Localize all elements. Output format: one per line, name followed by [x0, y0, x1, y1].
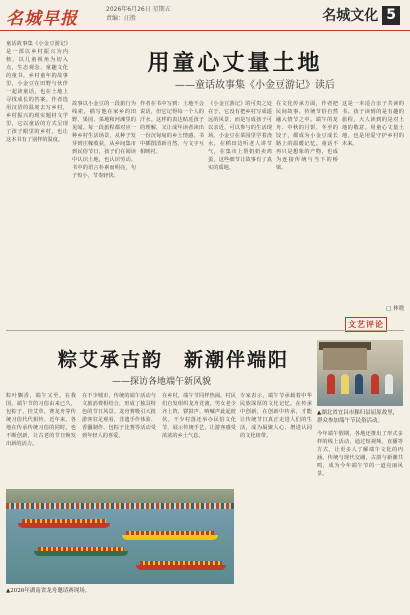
article-1-paragraph: 故事以小金豆的一段旅行为线索，描写他在家乡的田野、果园、菜地和河滩里的见闻。每一段旅程都对应一种乡村生活场景，从种子发芽到庄稼收获，从乡间集市到民俗节日，孩子们在阅读中认识土地，也认识劳动。书中的语言朴素而明亮，句子短小，节奏轻快。 — [72, 101, 136, 179]
crowd-shape — [6, 503, 234, 509]
rowers-shape — [22, 519, 106, 523]
date-line — [106, 5, 171, 23]
dragon-boat — [18, 523, 110, 528]
article-1-column — [72, 100, 136, 316]
person-figure — [355, 374, 363, 394]
article-2-column — [6, 392, 76, 486]
section-title: 名城文化 — [322, 8, 379, 24]
article-2-paragraph: 今年端午假期，各地还推出了形式多样的线上活动，通过短视频、直播等方式，让更多人了解端午文化的内涵。传统与现代交融，古韵与新潮共鸣，成为今年端午节的一道亮丽风景。 — [317, 431, 403, 477]
page-number: 5 — [382, 6, 400, 25]
section-divider — [6, 330, 404, 331]
article-1-paragraph: 这是一本适合亲子共读的书。孩子读到的是有趣的旅程，大人读到的是对土地的敬意。用童心丈量土地，也是用爱守护乡村的未来。 — [342, 101, 404, 147]
article-2-paragraph: 在乡村，端午节同样热闹。村民们自发组织龙舟竞渡，男女老少齐上阵，锣鼓声、呐喊声此起彼伏。不少村落还举办民俗文化节，展示传统手艺，让游客感受浓浓的乡土气息。 — [162, 393, 236, 439]
article-2-subtitle: ——探访各地端午新风貌 — [112, 377, 212, 387]
rowers-shape — [38, 547, 124, 551]
page-header — [0, 0, 410, 31]
rowers-shape — [140, 561, 222, 565]
date-line-1: 2026年6月26日 星期五 — [106, 6, 171, 13]
article-2-column — [162, 392, 236, 486]
article-1-column — [276, 100, 338, 316]
dragon-boat-photo — [6, 489, 234, 584]
festival-photo-caption: ▲湖北省宜昌市秭归县屈原故里，群众参加端午节民俗活动。 — [317, 410, 399, 424]
article-1-column — [342, 100, 404, 300]
article-1-title: 用童心丈量土地 — [147, 50, 323, 76]
masthead: 名城早报 — [6, 9, 78, 29]
article-2-paragraph: 专家表示，端午节承载着中华民族深厚的文化记忆。在传承中创新，在创新中传承，才能让传统节日真正走进人们的生活，成为凝聚人心、增进认同的文化纽带。 — [240, 393, 312, 439]
rowers-shape — [126, 531, 214, 535]
article-2-column — [240, 392, 312, 610]
person-figure — [341, 374, 349, 394]
article-1-paragraph: 《小金豆游记》的可贵之处在于，它没有把乡村写成遥远的风景，而是写成孩子可以亲近、可以参与的生活现场。小金豆在菜园里学着浇水，在稻田边听老人讲节气，在集市上帮奶奶卖鸡蛋，这些细节让故事有了真实的质地。 — [208, 101, 272, 171]
article-1-column — [140, 100, 204, 316]
section-label — [322, 5, 400, 25]
person-figure — [371, 374, 379, 394]
article-1-paragraph: 在文化传承方面，作者把民间故事、传统节俗自然融入情节之中。端午的龙舟、中秋的月饼、冬至的饺子，都成为小金豆成长路上的温暖记忆。童话不再只是想象的产物，也成为连接传统与当下的桥梁。 — [276, 101, 338, 171]
section-stamp: 文艺评论 — [345, 317, 387, 332]
article-2-paragraph: 粽叶飘香，端午又至。在我国，端午节的习俗由来已久，包粽子、挂艾草、赛龙舟等传统习俗代代相传。近年来，各地在传承传统习俗的同时，也不断创新，让古老的节日焕发出新的活力。 — [6, 393, 76, 447]
article-2-paragraph: 在不少城市，传统的端午活动与文旅消费相结合，形成了独具特色的节日风景。龙舟赛吸引大批游客驻足观看，非遗手作体验、香囊制作、包粽子比赛等活动受到年轻人的喜爱。 — [82, 393, 156, 439]
article-2-column — [82, 392, 156, 486]
date-line-2: 责编：汪胜 — [106, 15, 137, 22]
festival-photo — [317, 340, 403, 406]
article-1-subtitle: ——童话故事集《小金豆游记》读后 — [175, 80, 335, 91]
dragon-boat — [136, 565, 226, 570]
dragon-boat — [34, 551, 128, 556]
article-1-column — [6, 40, 68, 316]
article-2-column — [317, 430, 403, 610]
article-1-column — [208, 100, 272, 316]
person-figure — [327, 374, 335, 394]
person-figure — [385, 374, 393, 394]
article-2-title: 粽艾承古韵 新潮伴端阳 — [58, 349, 290, 371]
article-1-byline: □ 林晓 — [386, 306, 404, 312]
dragon-boat — [122, 535, 218, 540]
article-1-paragraph: 童话故事集《小金豆游记》是一部以乡村振兴为内核，以儿童视角为切入点，生态观念、童趣文化的童书。乡村童年的故事里，小金豆在田野与伙伴一起读童话，也在土地上寻找成长的答案。作者选用汉语的温度去写乡村，乡村振兴的现实题材文学里，它以童话的方式呈现了孩子眼里的乡村，也让这本书有了别样的温度。 — [6, 41, 68, 143]
article-1-paragraph: 作者在书中写到：土地不会说话，但它记得每一个人的汗水。这样的表达贴近孩子的理解，又让成年读者读出一份沉甸甸的乡土情感。书中插图清新自然，与文字互相映衬。 — [140, 101, 204, 155]
dragon-boat-photo-caption: ▲2026年湖南省龙舟邀请赛现场。 — [6, 588, 91, 594]
house-shape — [323, 348, 367, 370]
